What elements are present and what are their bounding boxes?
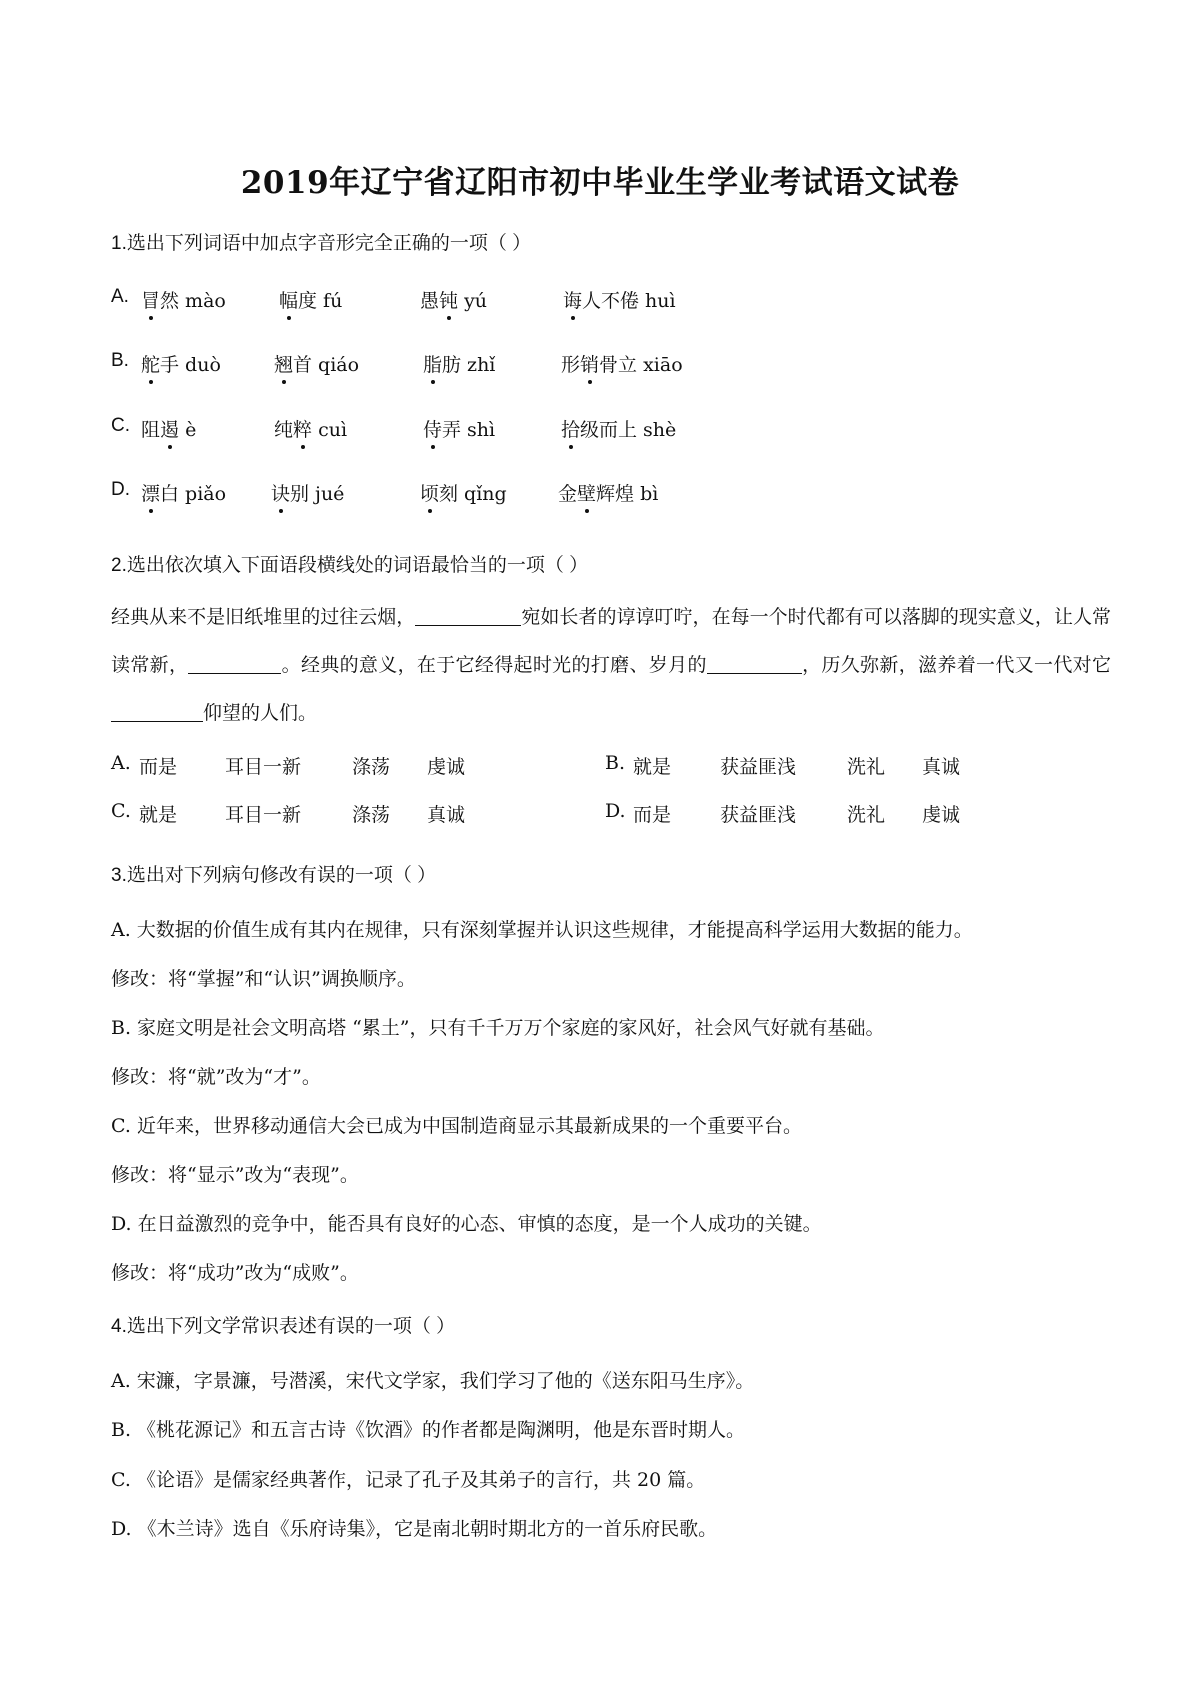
q2-option-word: 耳目一新	[225, 804, 302, 826]
q3-revision-text: 修改：将“成功”改为“成败”。	[111, 1262, 359, 1284]
q1-option-letter: D.	[111, 479, 130, 500]
page-title: 2019年辽宁省辽阳市初中毕业生学业考试语文试卷	[240, 165, 960, 201]
question-2-stem: 2.选出依次填入下面语段横线处的词语最恰当的一项（ ）	[111, 555, 589, 576]
q2-option-letter: C.	[111, 800, 131, 822]
q4-option-text: B. 《桃花源记》和五言古诗《饮酒》的作者都是陶渊明，他是东晋时期人。	[111, 1419, 746, 1441]
answer-blank	[188, 653, 281, 674]
q2-option-word: 真诚	[922, 756, 961, 778]
question-3-stem: 3.选出对下列病句修改有误的一项（ ）	[111, 865, 437, 886]
q1-option-letter: B.	[111, 350, 129, 371]
q2-option-word: 耳目一新	[225, 756, 302, 778]
q2-option-word: 就是	[633, 756, 672, 778]
q4-option-text: D. 《木兰诗》选自《乐府诗集》，它是南北朝时期北方的一首乐府民歌。	[111, 1518, 718, 1540]
q2-option-word: 就是	[139, 804, 178, 826]
q1-option-item: 愚钝 yú	[420, 286, 487, 313]
q2-option-word: 涤荡	[352, 756, 391, 778]
q1-option-item: 顷刻 qǐng	[420, 479, 507, 506]
q3-option-text: C. 近年来，世界移动通信大会已成为中国制造商显示其最新成果的一个重要平台。	[111, 1115, 802, 1137]
q2-option-word: 而是	[139, 756, 178, 778]
q1-option-letter: A.	[111, 286, 129, 307]
q2-option-letter: D.	[605, 800, 626, 822]
question-2-passage: 经典从来不是旧纸堆里的过往云烟， 宛如长者的谆谆叮咛，在每一个时代都有可以落脚的现实意义，让人常读常新， 。经典的意义，在于它经得起时光的打磨、岁月的 ，历久弥新，滋养着一代又一代对它仰望的人们。	[111, 606, 1111, 724]
answer-blank	[707, 653, 802, 674]
q2-option-word: 虔诚	[922, 804, 961, 826]
question-1-stem: 1.选出下列词语中加点字音形完全正确的一项（ ）	[111, 233, 532, 254]
q3-revision-text: 修改：将“掌握”和“认识”调换顺序。	[111, 968, 416, 990]
q4-option-text: A. 宋濂，字景濂，号潜溪，宋代文学家，我们学习了他的《送东阳马生序》。	[111, 1370, 755, 1392]
q2-option-word: 真诚	[427, 804, 466, 826]
q2-option-word: 虔诚	[427, 756, 466, 778]
q1-option-item: 拾级而上 shè	[561, 415, 676, 442]
q1-option-item: 侍弄 shì	[423, 415, 495, 442]
q1-option-item: 冒然 mào	[141, 286, 226, 313]
q1-option-item: 脂肪 zhǐ	[423, 350, 495, 377]
q2-option-letter: A.	[111, 752, 131, 774]
q1-option-item: 形销骨立 xiāo	[561, 350, 683, 377]
q1-option-item: 翘首 qiáo	[274, 350, 359, 377]
q3-option-text: D. 在日益激烈的竞争中，能否具有良好的心态、审慎的态度，是一个人成功的关键。	[111, 1213, 822, 1235]
q1-option-item: 金壁辉煌 bì	[558, 479, 658, 506]
q2-option-word: 获益匪浅	[720, 756, 797, 778]
q1-option-item: 漂白 piǎo	[141, 479, 226, 506]
question-4-stem: 4.选出下列文学常识表述有误的一项（ ）	[111, 1316, 456, 1337]
answer-blank	[415, 605, 521, 626]
q2-option-word: 涤荡	[352, 804, 391, 826]
answer-blank	[111, 701, 203, 722]
q3-revision-text: 修改：将“显示”改为“表现”。	[111, 1164, 359, 1186]
q1-option-item: 诀别 jué	[271, 479, 344, 506]
q1-option-letter: C.	[111, 415, 130, 436]
q3-option-text: B. 家庭文明是社会文明高塔 “累土”，只有千千万万个家庭的家风好，社会风气好就有基础。	[111, 1017, 885, 1039]
q3-revision-text: 修改：将“就”改为“才”。	[111, 1066, 321, 1088]
q2-option-word: 洗礼	[847, 804, 886, 826]
q1-option-item: 纯粹 cuì	[274, 415, 347, 442]
q2-option-word: 而是	[633, 804, 672, 826]
q4-option-text: C. 《论语》是儒家经典著作，记录了孔子及其弟子的言行，共 20 篇。	[111, 1469, 706, 1491]
q2-option-word: 洗礼	[847, 756, 886, 778]
q1-option-item: 幅度 fú	[279, 286, 342, 313]
q1-option-item: 舵手 duò	[141, 350, 221, 377]
q1-option-item: 阻遏 è	[141, 415, 196, 442]
q1-option-item: 诲人不倦 huì	[563, 286, 676, 313]
q3-option-text: A. 大数据的价值生成有其内在规律，只有深刻掌握并认识这些规律，才能提高科学运用大数据的能力。	[111, 919, 973, 941]
q2-option-letter: B.	[605, 752, 626, 774]
q2-option-word: 获益匪浅	[720, 804, 797, 826]
